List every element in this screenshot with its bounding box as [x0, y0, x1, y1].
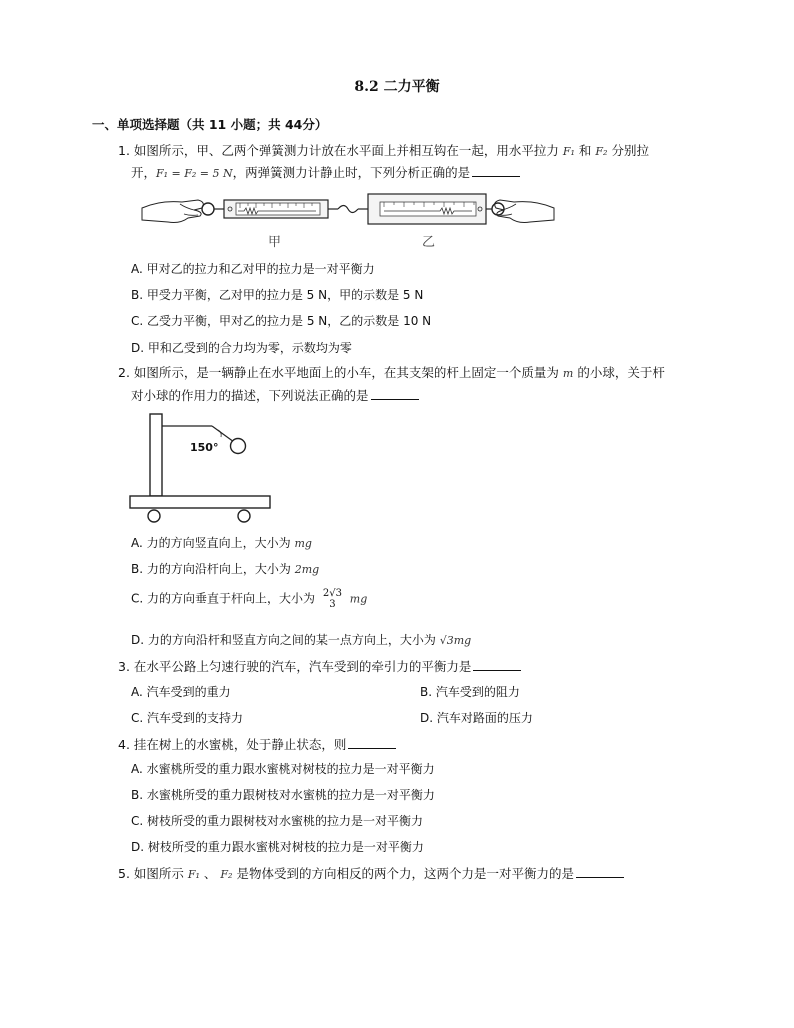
q1-option-c[interactable]: C. 乙受力平衡，甲对乙的拉力是 5 N，乙的示数是 10 N [131, 314, 432, 328]
right-wheel [238, 510, 250, 522]
left-hand-icon [142, 200, 203, 223]
section-heading: 一、单项选择题（共 11 小题；共 44分） [92, 117, 328, 132]
cart-rod-figure [126, 410, 276, 528]
answer-blank-2[interactable] [371, 387, 419, 400]
answer-blank-1[interactable] [472, 164, 520, 177]
spring-scales-figure [140, 188, 556, 252]
question-1-line-1: 1. 如图所示，甲、乙两个弹簧测力计放在水平面上并相互钩在一起，用水平拉力 F₁ 和 F₂ 分别拉 [118, 143, 649, 158]
q1-option-b[interactable]: B. 甲受力平衡，乙对甲的拉力是 5 N，甲的示数是 5 N [131, 288, 424, 302]
q1-option-a[interactable]: A. 甲对乙的拉力和乙对甲的拉力是一对平衡力 [131, 262, 375, 276]
angle-label: 150° [190, 441, 219, 454]
answer-blank-5[interactable] [576, 865, 624, 878]
q2-option-b[interactable]: B. 力的方向沿杆向上，大小为 2mg [131, 562, 320, 576]
spring-scale-jia [224, 200, 328, 218]
label-jia: 甲 [268, 235, 282, 250]
label-yi: 乙 [422, 235, 436, 250]
answer-blank-3[interactable] [473, 658, 521, 671]
q4-option-b[interactable]: B. 水蜜桃所受的重力跟树枝对水蜜桃的拉力是一对平衡力 [131, 788, 435, 802]
q2-option-c[interactable]: C. 力的方向垂直于杆向上，大小为 2√3 3 mg [131, 588, 368, 610]
ball [231, 439, 246, 454]
question-3-line-1: 3. 在水平公路上匀速行驶的汽车，汽车受到的牵引力的平衡力是 [118, 658, 521, 675]
question-1-line-2: 开，F₁ = F₂ = 5 N，两弹簧测力计静止时，下列分析正确的是 [131, 163, 520, 181]
fraction: 2√3 3 [322, 588, 342, 610]
q3-option-a[interactable]: A. 汽车受到的重力 [131, 685, 231, 699]
question-2-line-2: 对小球的作用力的描述，下列说法正确的是 [131, 386, 419, 404]
left-wheel [148, 510, 160, 522]
q3-option-c[interactable]: C. 汽车受到的支持力 [131, 711, 244, 725]
q3-option-b[interactable]: B. 汽车受到的阻力 [420, 685, 520, 699]
force-equation: F₁ = F₂ = 5 N [156, 167, 233, 180]
q4-option-c[interactable]: C. 树枝所受的重力跟树枝对水蜜桃的拉力是一对平衡力 [131, 814, 424, 828]
spring-scale-yi [368, 194, 486, 224]
question-5-line-1: 5. 如图所示 F₁ 、 F₂ 是物体受到的方向相反的两个力，这两个力是一对平衡力的是 [118, 865, 624, 883]
question-2-line-1: 2. 如图所示，是一辆静止在水平地面上的小车，在其支架的杆上固定一个质量为 m 的小球，关于杆 [118, 365, 665, 380]
q2-option-d[interactable]: D. 力的方向沿杆和竖直方向之间的某一点方向上，大小为 √3mg [131, 633, 472, 647]
q1-option-d[interactable]: D. 甲和乙受到的合力均为零，示数均为零 [131, 341, 352, 355]
page-title: 8.2 二力平衡 [354, 79, 440, 95]
q4-option-d[interactable]: D. 树枝所受的重力跟水蜜桃对树枝的拉力是一对平衡力 [131, 840, 424, 854]
q3-option-d[interactable]: D. 汽车对路面的压力 [420, 711, 533, 725]
q4-option-a[interactable]: A. 水蜜桃所受的重力跟水蜜桃对树枝的拉力是一对平衡力 [131, 762, 435, 776]
question-4-line-1: 4. 挂在树上的水蜜桃，处于静止状态，则 [118, 736, 396, 753]
answer-blank-4[interactable] [348, 736, 396, 749]
q2-option-a[interactable]: A. 力的方向竖直向上，大小为 mg [131, 536, 312, 550]
